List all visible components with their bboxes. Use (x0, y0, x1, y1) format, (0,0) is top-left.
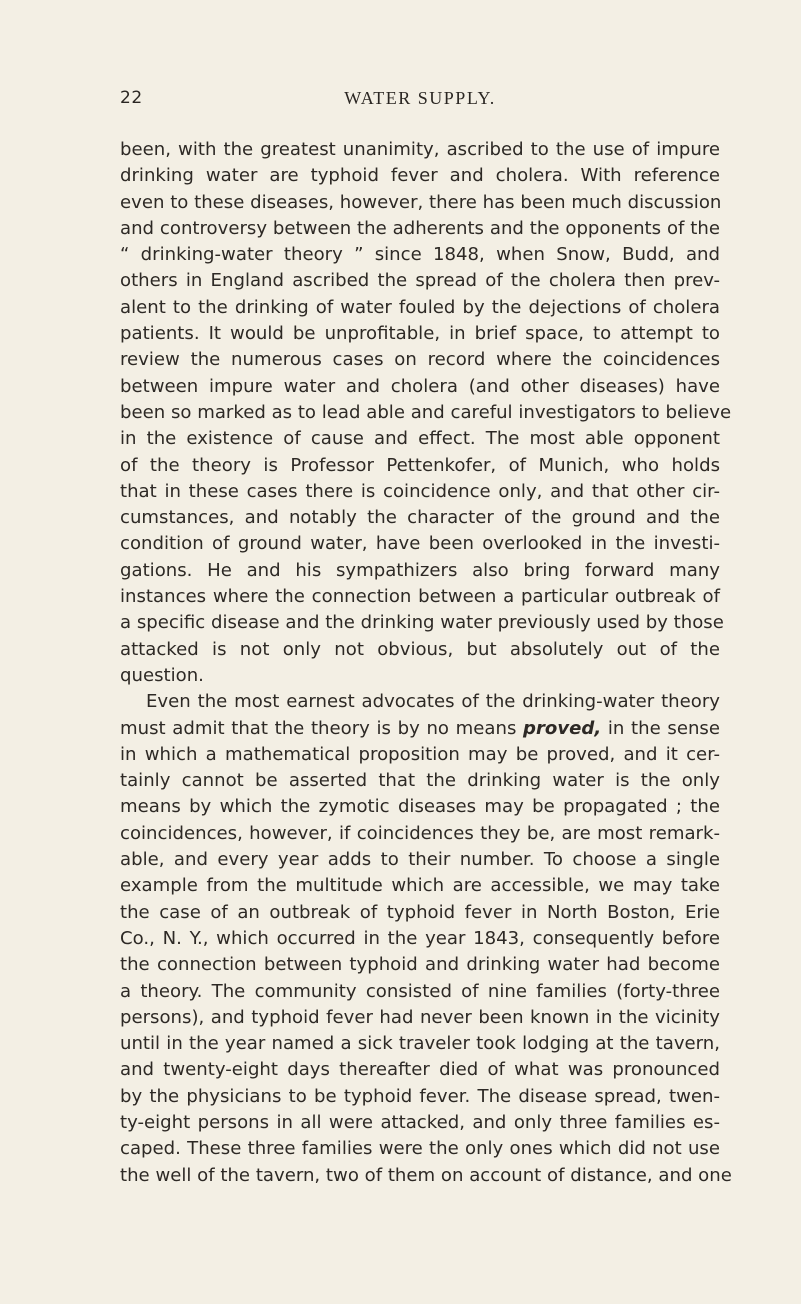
text-line: able, and every year adds to their number. To choose a single (120, 849, 720, 871)
text-line: review the numerous cases on record where the coincidences (120, 349, 720, 371)
text-line: in which a mathematical proposition may be proved, and it cer- (120, 743, 720, 765)
text-line: means by which the zymotic diseases may be propagated ; the (120, 796, 720, 818)
running-head (120, 88, 720, 116)
text-line: even to these diseases, however, there has been much discussion (120, 191, 722, 213)
text-line: a specific disease and the drinking water previously used by those (120, 612, 724, 634)
text-line: alent to the drinking of water fouled by the dejections of cholera (120, 296, 720, 318)
emphasized-word: proved, (523, 717, 602, 739)
text-line: the well of the tavern, two of them on account of distance, and one (120, 1164, 732, 1186)
line-segment: in the sense (607, 717, 720, 739)
text-line: attacked is not only not obvious, but absolutely out of the (120, 638, 720, 660)
text-line: coincidences, however, if coincidences they be, are most remark- (120, 822, 720, 844)
text-line: patients. It would be unprofitable, in brief space, to attempt to (120, 323, 720, 345)
text-line: ty-eight persons in all were attacked, and only three families es- (120, 1111, 720, 1133)
text-line: a theory. The community consisted of nine families (forty-three (120, 980, 720, 1002)
text-line: tainly cannot be asserted that the drinking water is the only (120, 770, 720, 792)
body-text (120, 137, 732, 1189)
paragraph-end-line: question. (120, 664, 204, 686)
text-line: drinking water are typhoid fever and cholera. With reference (120, 165, 720, 187)
text-line: gations. He and his sympathizers also bring forward many (120, 559, 720, 581)
text-line: the connection between typhoid and drinking water had become (120, 954, 720, 976)
text-line: cumstances, and notably the character of the ground and the (120, 507, 720, 529)
line-segment: must admit that the theory is by no means (120, 717, 517, 739)
text-line: that in these cases there is coincidence only, and that other cir- (120, 480, 720, 502)
text-line: persons), and typhoid fever had never been known in the vicinity (120, 1006, 720, 1028)
page-number: 22 (120, 88, 143, 108)
text-line: “ drinking-water theory ” since 1848, when Snow, Budd, and (120, 244, 720, 266)
text-line: and twenty-eight days thereafter died of what was pronounced (120, 1059, 720, 1081)
text-line: been, with the greatest unanimity, ascribed to the use of impure (120, 139, 720, 160)
text-line: by the physicians to be typhoid fever. The disease spread, twen- (120, 1085, 720, 1107)
text-line-with-emphasis (120, 716, 720, 742)
paragraph-start-line: Even the most earnest advocates of the drinking-water theory (146, 691, 720, 713)
text-line: instances where the connection between a particular outbreak of (120, 586, 720, 608)
text-line: others in England ascribed the spread of the cholera then prev- (120, 270, 720, 292)
text-line: been so marked as to lead able and careful investigators to believe (120, 401, 732, 423)
running-title: WATER SUPPLY. (344, 88, 496, 108)
text-line: Co., N. Y., which occurred in the year 1843, consequently before (120, 927, 720, 949)
text-line: condition of ground water, have been overlooked in the investi- (120, 533, 720, 555)
text-line: in the existence of cause and effect. The most able opponent (120, 428, 720, 450)
text-line: example from the multitude which are accessible, we may take (120, 875, 720, 897)
text-line: and controversy between the adherents and the opponents of the (120, 217, 720, 239)
text-line: between impure water and cholera (and other diseases) have (120, 375, 720, 397)
text-line: until in the year named a sick traveler took lodging at the tavern, (120, 1033, 720, 1055)
text-line: caped. These three families were the only ones which did not use (120, 1138, 720, 1160)
text-line: the case of an outbreak of typhoid fever in North Boston, Erie (120, 901, 720, 923)
text-line: of the theory is Professor Pettenkofer, of Munich, who holds (120, 454, 720, 476)
